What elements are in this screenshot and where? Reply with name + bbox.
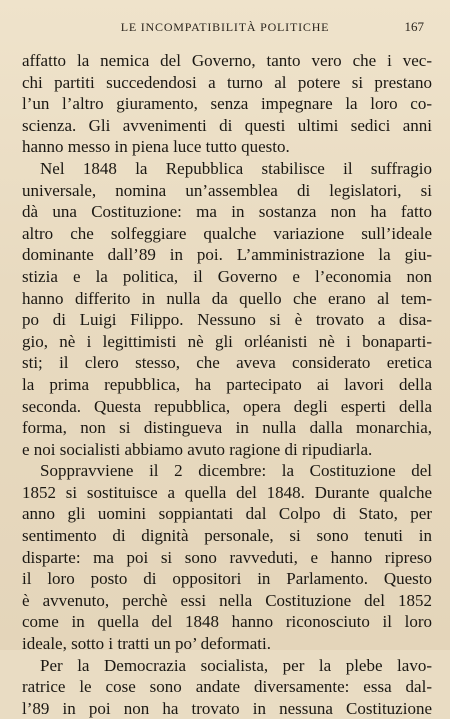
text-line: come in quella del 1848 hanno riconosciuto il loro xyxy=(22,612,432,632)
text-line: Nel 1848 la Repubblica stabilisce il suffragio xyxy=(40,158,432,178)
text-line: dà una Costituzione: ma in sostanza non ha fatto xyxy=(22,202,432,222)
text-line: è avvenuto, perchè essi nella Costituzione del 1852 xyxy=(22,590,432,610)
text-line: ideale, sotto i tratti un po’ deformati. xyxy=(22,634,271,654)
text-line: la prima repubblica, ha partecipato ai lavori della xyxy=(22,374,432,394)
text-line: ratrice le cose sono andate diversamente: essa dal- xyxy=(22,677,432,697)
text-line: Soppravviene il 2 dicembre: la Costituzione del xyxy=(40,461,432,481)
text-line: Per la Democrazia socialista, per la plebe lavo- xyxy=(40,655,432,675)
text-line: affatto la nemica del Governo, tanto vero che i vec- xyxy=(22,51,432,70)
text-line: dominante dall’89 in poi. L’amministrazione la giu- xyxy=(22,245,432,265)
text-line: il loro posto di oppositori in Parlamento. Questo xyxy=(22,569,432,589)
body-text xyxy=(22,50,432,719)
text-line: seconda. Questa repubblica, opera degli esperti della xyxy=(22,396,432,416)
text-line: 1852 si sostituisce a quella del 1848. Durante qualche xyxy=(22,482,432,502)
text-line: e noi socialisti abbiamo avuto ragione di ripudiarla. xyxy=(22,439,373,459)
text-line: hanno differito in nulla da quello che erano al tem- xyxy=(22,288,432,308)
text-line: anno gli uomini soppiantati dal Colpo di Stato, per xyxy=(22,504,432,524)
text-line: universale, nomina un’assemblea di legislatori, si xyxy=(22,180,432,200)
text-line: scienza. Gli avvenimenti di questi ultimi sedici anni xyxy=(22,115,432,135)
text-line: gio, nè i legittimisti nè gli orléanisti nè i bonaparti- xyxy=(22,331,432,351)
text-line: altro che solfeggiare qualche variazione sull’ideale xyxy=(22,223,432,243)
text-line: chi partiti succedendosi a turno al potere si prestano xyxy=(22,72,432,92)
text-line: stizia e la politica, il Governo e l’economia non xyxy=(22,266,432,286)
running-title: LE INCOMPATIBILITÀ POLITICHE xyxy=(120,20,330,34)
text-line: l’un l’altro giuramento, senza impegnare la loro co- xyxy=(22,94,432,114)
text-line: hanno messo in piena luce tutto questo. xyxy=(22,137,290,157)
text-line: forma, non si distingueva in nulla dalla monarchia, xyxy=(22,418,432,438)
page-number: 167 xyxy=(404,19,424,34)
text-line: sti; il clero stesso, che aveva considerato eretica xyxy=(22,353,432,373)
text-line: disparte: ma poi si sono ravveduti, e hanno ripreso xyxy=(22,547,432,567)
text-line: sentimento di dignità personale, si sono tenuti in xyxy=(22,526,432,546)
text-line: l’89 in poi non ha trovato in nessuna Costituzione xyxy=(22,698,432,718)
text-line: po di Luigi Filippo. Nessuno si è trovato a disa- xyxy=(22,310,432,330)
